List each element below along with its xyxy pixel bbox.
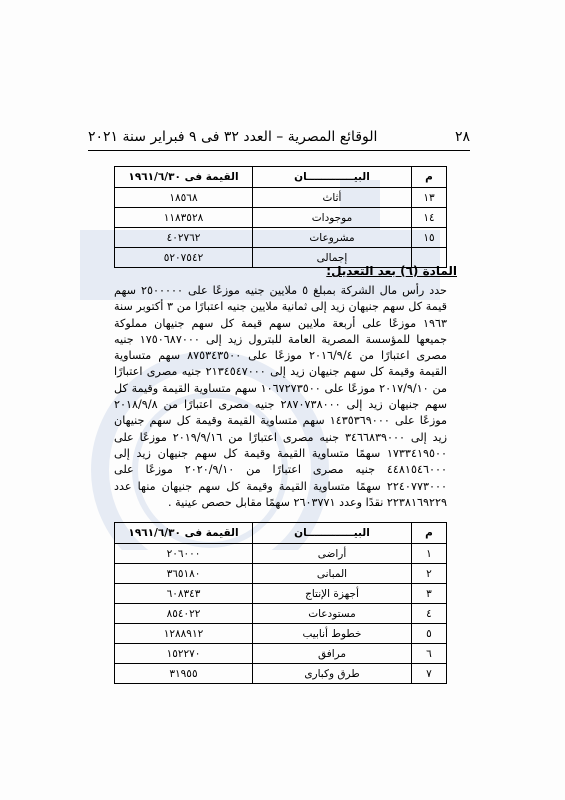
cell-number: ٦ (412, 644, 447, 664)
article-title: المادة (٦) بعد التعديل (331, 264, 457, 278)
cell-description: خطوط أنابيب (253, 624, 412, 644)
assets-table-1 (114, 166, 447, 268)
cell-description: طرق وكبارى (253, 664, 412, 684)
cell-description: موجودات (253, 208, 412, 228)
cell-number: ٢ (412, 564, 447, 584)
cell-value: ٥٢٠٧٥٤٢ (115, 248, 253, 268)
table-row (115, 564, 447, 584)
cell-number: ٣ (412, 584, 447, 604)
table-row (115, 188, 447, 208)
table-header-row (115, 523, 447, 544)
article-body: حدد رأس مال الشركة بمبلغ ٥ ملايين جنيه موزعًا على ٢٥٠٠٠٠٠ سهم قيمة كل سهم جنيهان زيد إلى ثمانية ملايين جنيه اعتبارًا من ٣ أكتوبر سنة ١٩٦٣ موزعًا على أربعة ملايين سهم قيمة كل سهم جنيهان مملوكة جميعها للمؤسسة المصرية العامة للبترول زيد إلى ١٧٥٠٦٨٧٠٠٠ جنيه مصرى اعتبارًا من ٢٠١٦/٩/٤ موزعًا على ٨٧٥٣٤٣٥٠٠ سهم متساوية القيمة وقيمة كل سهم جنيهان زيد إلى ٢١٣٤٥٤٧٠٠٠ جنيه مصرى اعتبارًا من ٢٠١٧/٩/١٠ موزعًا على ١٠٦٧٢٧٣٥٠٠ سهم متساوية القيمة وقيمة كل سهم جنيهان زيد إلى ٢٨٧٠٧٣٨٠٠٠ جنيه مصرى اعتبارًا من ٢٠١٨/٩/٨ موزعًا على ١٤٣٥٣٦٩٠٠٠ سهم متساوية القيمة وقيمة كل سهم جنيهان زيد إلى ٣٤٦٦٨٣٩٠٠٠ جنيه مصرى اعتبارًا من ٢٠١٩/٩/١٦ موزعًا على ١٧٣٣٤١٩٥٠٠ سهمًا متساوية القيمة وقيمة كل سهم جنيهان زيد إلى ٤٤٨١٥٤٦٠٠٠ جنيه مصرى اعتبارًا من ٢٠٢٠/٩/١٠ موزعًا على ٢٢٤٠٧٧٣٠٠٠ سهمًا متساوية القيمة وقيمة كل سهم جنيهان منها عدد ٢٢٣٨١٦٩٢٢٩ نقدًا وعدد ٢٦٠٣٧٧١ سهمًا مقابل حصص عينية . (114, 284, 448, 509)
table-row (115, 604, 447, 624)
column-header-number: م (412, 523, 447, 544)
cell-value: ٨٥٤٠٢٢ (115, 604, 253, 624)
table-row (115, 584, 447, 604)
cell-description: مرافق (253, 644, 412, 664)
cell-description: المبانى (253, 564, 412, 584)
cell-value: ٤٠٢٧٦٢ (115, 228, 253, 248)
cell-number: ١٣ (412, 188, 447, 208)
table-row (115, 664, 447, 684)
table-row (115, 544, 447, 564)
cell-value: ٣١٩٥٥ (115, 664, 253, 684)
cell-description: مستودعات (253, 604, 412, 624)
cell-description: أراضى (253, 544, 412, 564)
cell-description: مشروعات (253, 228, 412, 248)
column-header-value: القيمة فى ١٩٦١/٦/٣٠ (115, 523, 253, 544)
table-body (115, 188, 447, 268)
publication-title: الوقائع المصرية – العدد ٣٢ فى ٩ فبراير سنة ٢٠٢١ (88, 129, 378, 145)
column-header-value: القيمة فى ١٩٦١/٦/٣٠ (115, 167, 253, 188)
cell-number: ١٤ (412, 208, 447, 228)
header-rule (88, 150, 470, 151)
article-heading (326, 264, 457, 278)
cell-value: ٦٠٨٣٤٣ (115, 584, 253, 604)
table-row (115, 624, 447, 644)
table-body (115, 544, 447, 684)
cell-value: ١٨٥٦٨ (115, 188, 253, 208)
column-header-number: م (412, 167, 447, 188)
article-title-colon: : (326, 264, 332, 278)
cell-number: ٧ (412, 664, 447, 684)
cell-description: أجهزة الإنتاج (253, 584, 412, 604)
cell-value: ٣٦٥١٨٠ (115, 564, 253, 584)
cell-value: ١٥٢٢٧٠ (115, 644, 253, 664)
table-row (115, 644, 447, 664)
cell-number: ٤ (412, 604, 447, 624)
cell-description: أثاث (253, 188, 412, 208)
column-header-description: البيـــــــــــــان (253, 523, 412, 544)
assets-table-2 (114, 522, 447, 684)
cell-number: ٥ (412, 624, 447, 644)
cell-number: ١ (412, 544, 447, 564)
column-header-description: البيـــــــــــــان (253, 167, 412, 188)
table-row (115, 208, 447, 228)
cell-value: ١٢٨٨٩١٢ (115, 624, 253, 644)
table-header-row (115, 167, 447, 188)
cell-number: ١٥ (412, 228, 447, 248)
table-row (115, 228, 447, 248)
page-header (88, 126, 470, 148)
cell-value: ٢٠٦٠٠٠ (115, 544, 253, 564)
page-number: ٢٨ (454, 129, 470, 145)
cell-value: ١١٨٣٥٢٨ (115, 208, 253, 228)
cell-description: إجمالى (253, 248, 412, 268)
